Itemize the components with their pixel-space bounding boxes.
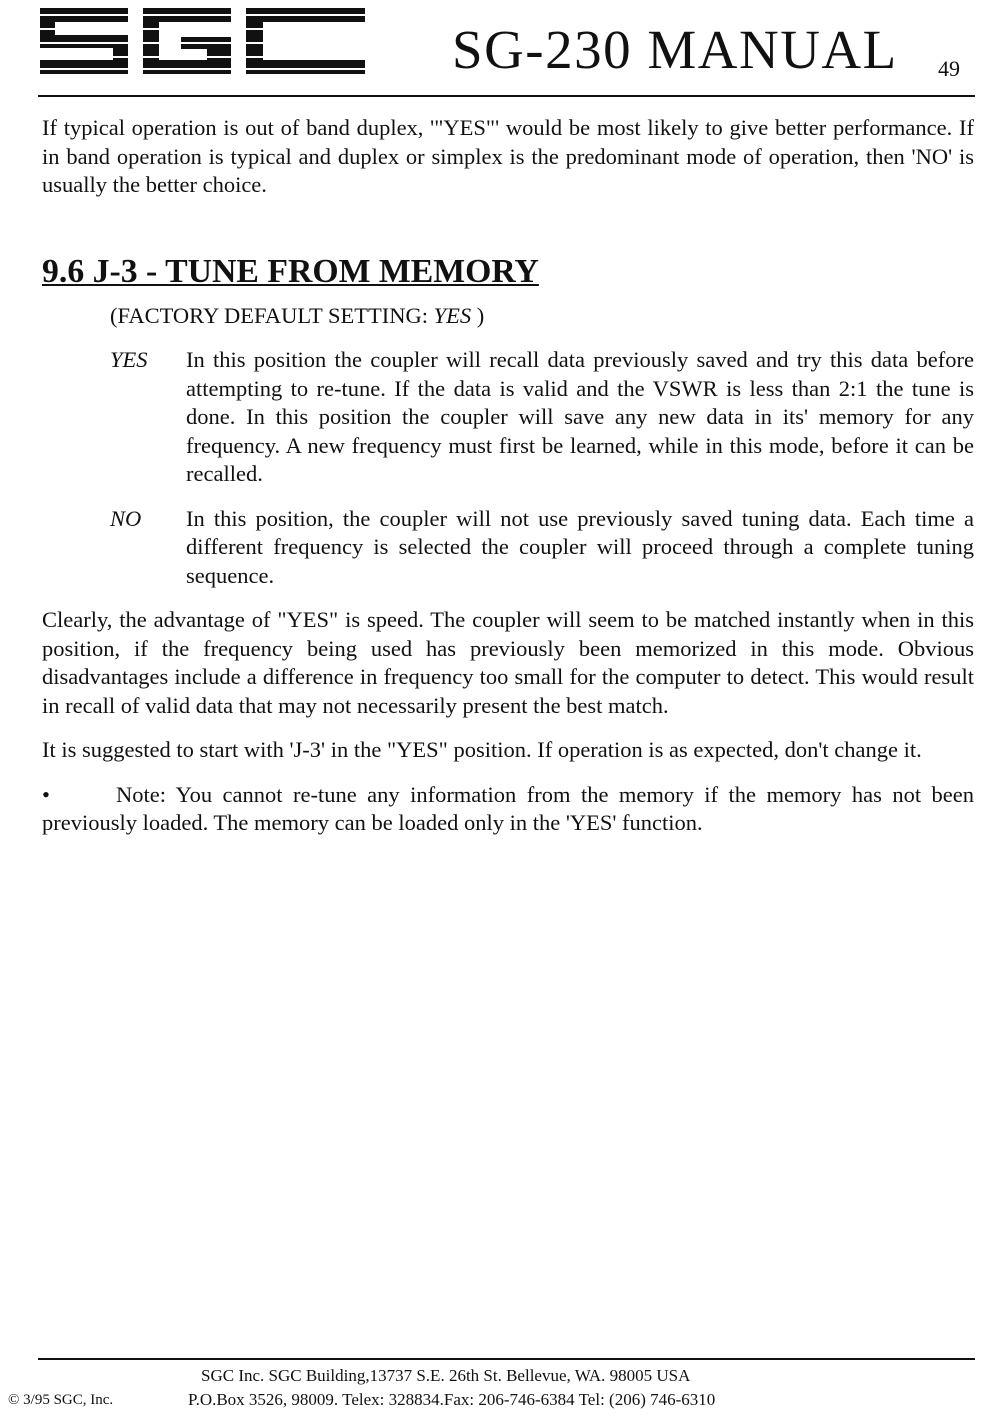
intro-paragraph: If typical operation is out of band duplex, '"YES"' would be most likely to give better performance. If in band operation is typical and duplex or simplex is the predominant mode of operation, then 'NO' is usually the better choice.	[42, 115, 974, 197]
option-yes-label: YES	[110, 347, 148, 372]
advantage-paragraph: Clearly, the advantage of "YES" is speed. The coupler will seem to be matched instantly when in this position, if the frequency being used has previously been memorized in this mode. Obvious disadvantages include a difference in frequency too small for the computer to detect. This would result in recall of valid data that may not necessarily present the best match.	[42, 607, 974, 718]
manual-title: SG-230 MANUAL	[452, 19, 898, 80]
factory-default-setting	[110, 302, 974, 331]
copyright-notice: © 3/95 SGC, Inc.	[8, 1392, 114, 1408]
note-bullet-icon: •	[42, 781, 50, 807]
section-heading: 9.6 J-3 - TUNE FROM MEMORY	[42, 252, 539, 290]
option-no-description: In this position, the coupler will not use previously saved tuning data. Each time a different frequency is selected the coupler will proceed through a complete tuning sequence.	[186, 505, 974, 588]
suggestion-paragraph: It is suggested to start with 'J-3' in the "YES" position. If operation is as expected, don't change it.	[42, 737, 922, 762]
note-text: Note: You cannot re-tune any information from the memory if the memory has not been previously loaded. The memory can be loaded only in the 'YES' function.	[42, 781, 974, 835]
footer-divider	[38, 1358, 975, 1360]
page-header	[0, 0, 989, 100]
company-contact: P.O.Box 3526, 98009. Telex: 328834.Fax: 206-746-6384 Tel: (206) 746-6310	[188, 1390, 716, 1409]
option-no-label: NO	[110, 505, 142, 531]
option-yes	[110, 346, 974, 489]
manual-content	[42, 114, 974, 838]
option-no	[110, 505, 974, 591]
memory-note	[42, 781, 974, 838]
factory-default-suffix: )	[476, 302, 485, 328]
factory-default-value: YES	[433, 302, 472, 328]
company-address: SGC Inc. SGC Building,13737 S.E. 26th St. Bellevue, WA. 98005 USA	[201, 1366, 691, 1385]
page-number: 49	[938, 56, 960, 81]
factory-default-prefix: (FACTORY DEFAULT SETTING:	[110, 302, 434, 328]
option-yes-description: In this position the coupler will recall data previously saved and try this data before attempting to re-tune. If the data is valid and the VSWR is less than 2:1 the tune is done. In this position the coupler will save any new data in its' memory for any frequency. A new frequency must first be learned, while in this mode, before it can be recalled.	[186, 347, 974, 486]
header-divider	[38, 95, 975, 97]
sgc-logo	[40, 6, 365, 76]
